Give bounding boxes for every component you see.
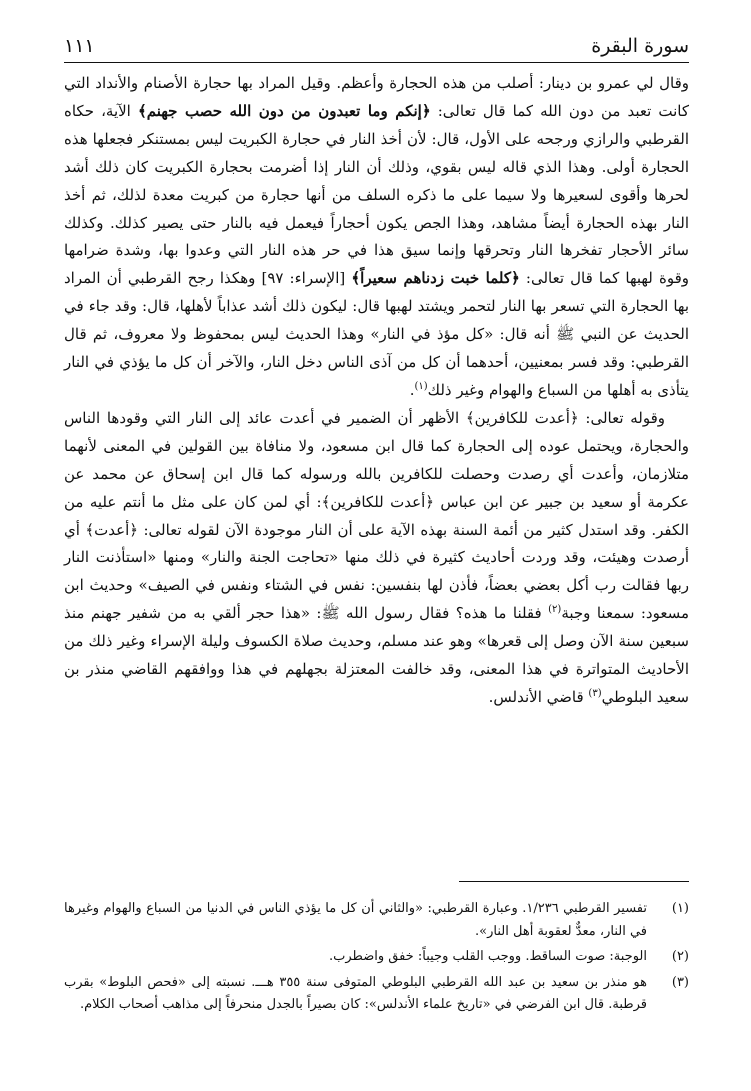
footnote <box>64 972 689 1017</box>
running-header <box>64 30 689 63</box>
text-run: فقلنا ما هذه؟ فقال رسول الله ﷺ: «هذا حجر ألقي به من شفير جهنم منذ سبعين سنة الآن وصل إلى قعرها» وهو عند مسلم، وحديث صلاة الكسوف وليلة الإسراء وغير ذلك من الأحاديث المتواترة في هذا المعنى، وقد خالفت المعتزلة بجهلهم في هذا ووافقهم القاضي منذر بن سعيد البلوطي <box>64 604 689 706</box>
text-run: وقوله تعالى: ﴿أعدت للكافرين﴾ الأظهر أن الضمير في أعدت عائد إلى النار التي وقودها الناس والحجارة، ويحتمل عوده إلى الحجارة كما قال ابن مسعود، ولا منافاة بين القولين في المعنى لأنهما متلازمان، وأعدت أي رصدت وحصلت للكافرين بالله ورسوله كما قال ابن إسحاق عن محمد عن عكرمة أو سعيد بن جبير عن ابن عباس ﴿أعدت للكافرين﴾: أي لمن كان على مثل ما أنتم عليه من الكفر. وقد استدل كثير من أئمة السنة بهذه الآية على أن النار موجودة الآن لقوله تعالى: ﴿أعدت﴾ أي أرصدت وهيئت، وقد وردت أحاديث كثيرة في ذلك منها «تحاجت الجنة والنار» ومنها «استأذنت النار ربها فقالت رب أكل بعضي بعضاً، فأذن لها بنفسين: نفس في الشتاء ونفس في الصيف» وحديث ابن مسعود: سمعنا وجبة <box>64 408 689 623</box>
footnote-text: الوجبة: صوت الساقط. ووجب القلب وجيباً: خفق واضطرب. <box>329 949 647 964</box>
footnote-ref: (٣) <box>588 687 602 699</box>
footnote <box>64 898 689 943</box>
footnote-number: (٣) <box>671 974 689 990</box>
quran-quote: ﴿كلما خبت زدناهم سعيراً﴾ <box>351 269 520 288</box>
footnote-text: تفسير القرطبي ١/٢٣٦. وعبارة القرطبي: «والثاني أن كل ما يؤذي الناس في الدنيا من السباع والهوام وغيرها في النار، معدٌّ لعقوبة أهل النار». <box>64 901 647 939</box>
text-run: وقال لي عمرو بن دينار: أصلب من هذه الحجارة وأعظم. وقيل المراد بها حجارة الأصنام والأنداد التي كانت تعبد من دون الله كما قال تعالى: <box>64 74 689 120</box>
text-run: الآية، حكاه القرطبي والرازي ورجحه على الأول، قال: لأن أخذ النار في حجارة الكبريت ليس بمستنكر فجعلها هذه الحجارة أولى. وهذا الذي قاله ليس بقوي، وذلك أن النار إذا أضرمت بحجارة الكبريت كان ذلك أشد لحرها وأقوى لسعيرها ولا سيما على ما ذكره السلف من أنها حجارة من كبريت معدة لذلك، ثم أخذ النار بهذه الحجارة أيضاً مشاهد، وهذا الجص يكون أحجاراً فيعمل فيه بالنار حتى يصير كذلك. وكذلك سائر الأحجار تفخرها النار وتحرقها وإنما سيق هذا في حر هذه النار التي وعدوا بها، وشدة ضرامها وقوة لهبها كما قال تعالى: <box>64 101 689 288</box>
text-run: . <box>409 380 415 399</box>
page-number: ١١١ <box>64 35 95 57</box>
text-run: [الإسراء: ٩٧] وهكذا رجح القرطبي أن المراد بها الحجارة التي تسعر بها النار لتحمر ويشتد لهبها قال: ليكون ذلك أشد عذاباً لأهلها، قال: وقد جاء في الحديث عن النبي ﷺ أنه قال: «كل مؤذ في النار» وهذا الحديث ليس بمحفوظ ولا معروف، ثم قال القرطبي: وقد فسر بمعنيين، أحدهما أن كل من آذى الناس دخل النار، والآخر أن كل ما يؤذي في النار يتأذى به أهلها من السباع والهوام وغير ذلك <box>64 269 689 399</box>
footnote-number: (٢) <box>671 949 689 964</box>
footnote-separator <box>459 881 689 882</box>
paragraph-1 <box>64 70 689 405</box>
footnotes <box>64 898 689 1020</box>
text-run: قاضي الأندلس. <box>488 687 589 706</box>
main-text <box>64 70 689 712</box>
surah-title: سورة البقرة <box>591 35 689 57</box>
quran-quote: ﴿إنكم وما تعبدون من دون الله حصب جهنم﴾ <box>137 101 431 120</box>
footnote <box>64 946 689 969</box>
footnote-ref: (٢) <box>548 604 562 616</box>
footnote-text: هو منذر بن سعيد بن عبد الله القرطبي البلوطي المتوفى سنة ٣٥٥ هـــ. نسبته إلى «فحص البلوط» بقرب قرطبة. قال ابن الفرضي في «تاريخ علماء الأندلس»: كان بصيراً بالجدل منحرفاً إلى مذاهب أصحاب الكلام. <box>64 974 647 1012</box>
paragraph-2 <box>64 405 689 712</box>
footnote-number: (١) <box>671 901 689 916</box>
footnote-ref: (١) <box>414 380 428 392</box>
